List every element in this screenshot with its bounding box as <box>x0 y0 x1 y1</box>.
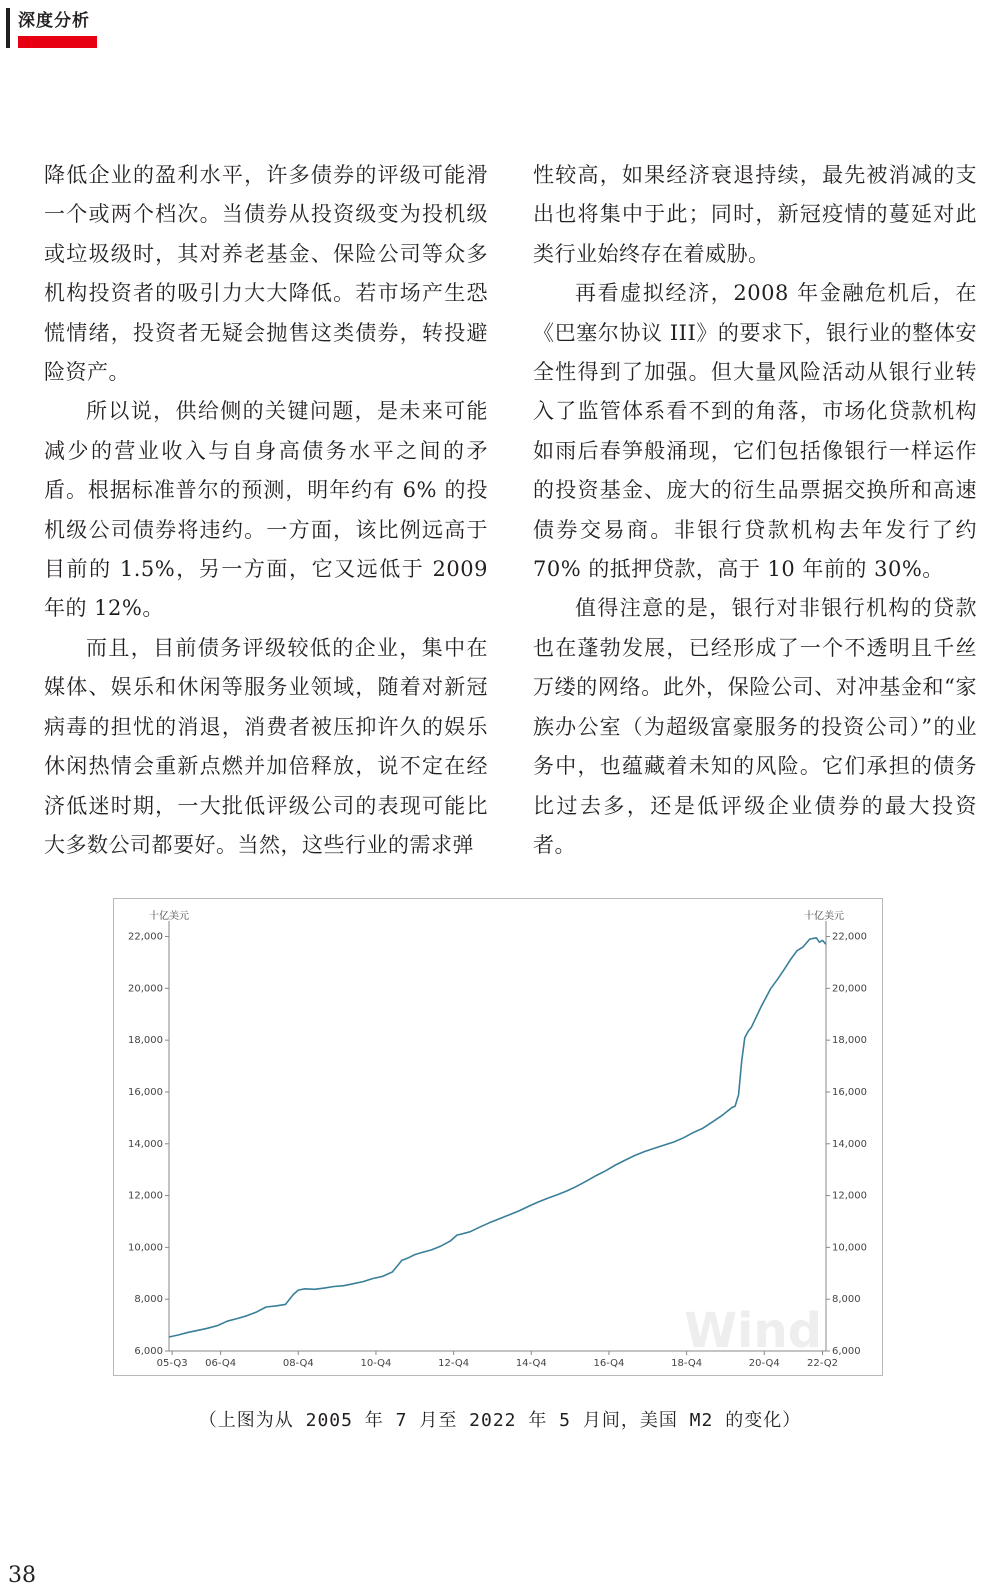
y-tick-label-right: 16,000 <box>832 1086 867 1098</box>
y-tick-label-right: 12,000 <box>832 1190 867 1202</box>
x-tick-label: 22-Q2 <box>807 1358 838 1369</box>
y-unit-left: 十亿美元 <box>149 911 189 922</box>
y-tick-label-left: 22,000 <box>128 931 163 943</box>
page-number: 38 <box>8 1563 36 1588</box>
x-tick-label: 05-Q3 <box>156 1358 188 1369</box>
chart-watermark: Wind <box>684 1303 822 1359</box>
m2-chart <box>113 898 883 1376</box>
y-tick-label-left: 14,000 <box>128 1138 163 1150</box>
left-paragraph-3: 而且，目前债务评级较低的企业，集中在媒体、娱乐和休闲等服务业领域，随着对新冠病毒的担忧的消退，消费者被压抑许久的娱乐休闲热情会重新点燃并加倍释放，说不定在经济低迷时期，一大批低评级公司的表现可能比大多数公司都要好。当然，这些行业的需求弹 <box>44 635 488 857</box>
y-tick-label-right: 20,000 <box>832 983 867 995</box>
x-tick-label: 20-Q4 <box>748 1358 780 1369</box>
x-tick-label: 14-Q4 <box>515 1358 547 1369</box>
x-tick-label: 12-Q4 <box>438 1358 470 1369</box>
x-tick-label: 08-Q4 <box>282 1358 314 1369</box>
y-tick-label-right: 8,000 <box>832 1294 861 1306</box>
x-tick-label: 10-Q4 <box>360 1358 392 1369</box>
right-paragraph-3: 值得注意的是，银行对非银行机构的贷款也在蓬勃发展，已经形成了一个不透明且千丝万缕的网络。此外，保险公司、对冲基金和“家族办公室（为超级富豪服务的投资公司）”的业务中，也蕴藏着未知的风险。它们承担的债务比过去多，还是低评级企业债券的最大投资者。 <box>533 596 977 857</box>
section-label: 深度分析 <box>18 11 90 31</box>
x-tick-label: 06-Q4 <box>205 1358 237 1369</box>
y-tick-label-left: 6,000 <box>134 1346 163 1357</box>
right-paragraph-2: 再看虚拟经济，2008 年金融危机后，在《巴塞尔协议 III》的要求下，银行业的整体安全性得到了加强。但大量风险活动从银行业转入了监管体系看不到的角落，市场化贷款机构如雨后春笋般涌现，它们包括像银行一样运作的投资基金、庞大的衍生品票据交换所和高速债券交易商。非银行贷款机构去年发行了约 70% 的抵押贷款，高于 10 年前的 30%。 <box>533 281 977 582</box>
y-tick-label-right: 6,000 <box>832 1346 861 1357</box>
y-tick-label-left: 18,000 <box>128 1035 163 1047</box>
y-tick-label-right: 10,000 <box>832 1242 867 1254</box>
section-tag-divider <box>6 8 10 48</box>
x-tick-label: 18-Q4 <box>671 1358 703 1369</box>
series-line-m2 <box>169 938 826 1337</box>
y-tick-label-left: 12,000 <box>128 1190 163 1202</box>
section-tag <box>6 6 96 46</box>
right-paragraph-1: 性较高，如果经济衰退持续，最先被消减的支出也将集中于此；同时，新冠疫情的蔓延对此类行业始终存在着威胁。 <box>533 163 977 266</box>
chart-canvas <box>114 899 882 1375</box>
y-tick-label-right: 18,000 <box>832 1035 867 1047</box>
y-tick-label-left: 8,000 <box>134 1294 163 1306</box>
y-tick-label-left: 20,000 <box>128 983 163 995</box>
y-unit-right: 十亿美元 <box>804 911 844 922</box>
left-paragraph-1: 降低企业的盈利水平，许多债券的评级可能滑一个或两个档次。当债券从投资级变为投机级或垃圾级时，其对养老基金、保险公司等众多机构投资者的吸引力大大降低。若市场产生恐慌情绪，投资者无疑会抛售这类债券，转投避险资产。 <box>44 163 488 385</box>
left-paragraph-2: 所以说，供给侧的关键问题，是未来可能减少的营业收入与自身高债务水平之间的矛盾。根据标准普尔的预测，明年约有 6% 的投机级公司债券将违约。一方面，该比例远高于目前的 1.5%，另一方面，它又远低于 2009 年的 12%。 <box>44 399 488 621</box>
section-tag-red-bar <box>18 36 97 48</box>
y-tick-label-left: 16,000 <box>128 1086 163 1098</box>
y-tick-label-right: 14,000 <box>832 1138 867 1150</box>
y-tick-label-left: 10,000 <box>128 1242 163 1254</box>
x-tick-label: 16-Q4 <box>593 1358 625 1369</box>
right-column <box>533 156 977 865</box>
left-column <box>44 156 488 865</box>
y-tick-label-right: 22,000 <box>832 931 867 943</box>
figure-caption: （上图为从 2005 年 7 月至 2022 年 5 月间，美国 M2 的变化） <box>198 1410 802 1431</box>
